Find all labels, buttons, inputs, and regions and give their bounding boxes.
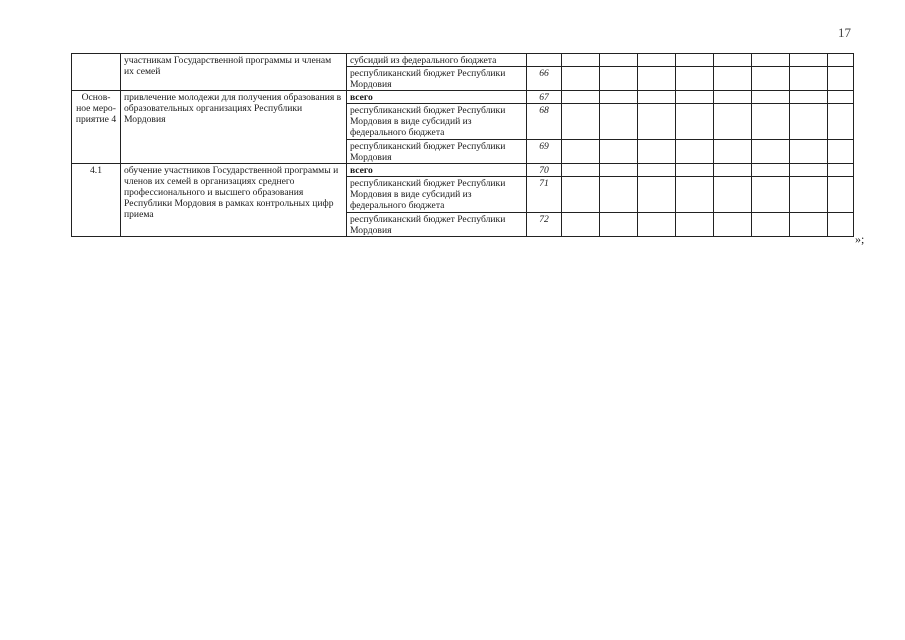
status-cell: Основ-ное меро-приятие 4 [72,91,121,164]
funding-source-cell: республиканский бюджет Республики Мордовия в виде субсидий из федерального бюджета [347,104,527,140]
row-number-cell: 68 [527,104,562,140]
value-cell [790,67,828,91]
closing-quote: »; [855,232,865,246]
value-cell [828,104,854,140]
row-number-cell: 66 [527,67,562,91]
value-cell [676,164,714,177]
value-cell [790,140,828,164]
value-cell [676,67,714,91]
value-cell [638,213,676,237]
value-cell [790,213,828,237]
value-cell [638,67,676,91]
table-row [72,91,854,104]
status-cell: 4.1 [72,164,121,237]
budget-table [71,53,854,237]
value-cell [600,177,638,213]
value-cell [714,140,752,164]
value-cell [562,140,600,164]
value-cell [638,164,676,177]
value-cell [714,91,752,104]
value-cell [676,54,714,67]
funding-source-total: всего [350,92,373,103]
row-number-cell: 72 [527,213,562,237]
value-cell [828,67,854,91]
value-cell [714,104,752,140]
value-cell [638,140,676,164]
value-cell [676,104,714,140]
value-cell [790,91,828,104]
value-cell [790,177,828,213]
value-cell [638,177,676,213]
funding-source-cell: республиканский бюджет Республики Мордовия [347,67,527,91]
value-cell [828,213,854,237]
value-cell [676,91,714,104]
value-cell [562,67,600,91]
value-cell [828,164,854,177]
value-cell [828,91,854,104]
value-cell [600,140,638,164]
row-number-cell [527,54,562,67]
funding-source-cell: республиканский бюджет Республики Мордовия в виде субсидий из федерального бюджета [347,177,527,213]
value-cell [600,54,638,67]
value-cell [676,177,714,213]
value-cell [562,91,600,104]
value-cell [714,177,752,213]
value-cell [714,213,752,237]
value-cell [562,54,600,67]
value-cell [562,164,600,177]
funding-source-total: всего [350,165,373,176]
row-number-cell: 70 [527,164,562,177]
value-cell [714,54,752,67]
value-cell [676,213,714,237]
value-cell [638,104,676,140]
value-cell [600,91,638,104]
value-cell [600,104,638,140]
measure-name-cell: привлечение молодежи для получения образования в образовательных организациях Республики Мордовия [121,91,347,164]
value-cell [600,164,638,177]
row-number-cell: 71 [527,177,562,213]
value-cell [752,140,790,164]
funding-source-cell [347,164,527,177]
funding-source-cell [347,91,527,104]
row-number-cell: 67 [527,91,562,104]
value-cell [752,164,790,177]
value-cell [676,140,714,164]
value-cell [790,164,828,177]
page-number: 17 [838,25,851,40]
value-cell [790,54,828,67]
value-cell [714,164,752,177]
funding-source-cell: республиканский бюджет Республики Мордовия [347,140,527,164]
value-cell [562,213,600,237]
table-row [72,54,854,67]
row-number-cell: 69 [527,140,562,164]
value-cell [752,104,790,140]
value-cell [752,91,790,104]
value-cell [828,140,854,164]
value-cell [638,54,676,67]
value-cell [600,213,638,237]
measure-name-cell: обучение участников Государственной программы и членов их семей в организациях среднего профессионального и высшего образования Республики Мордовия в рамках контрольных цифр приема [121,164,347,237]
value-cell [828,54,854,67]
value-cell [600,67,638,91]
value-cell [752,213,790,237]
funding-source-cell: субсидий из федерального бюджета [347,54,527,67]
value-cell [752,177,790,213]
value-cell [752,67,790,91]
status-cell [72,54,121,91]
value-cell [638,91,676,104]
value-cell [790,104,828,140]
funding-source-cell: республиканский бюджет Республики Мордовия [347,213,527,237]
value-cell [828,177,854,213]
table-row [72,164,854,177]
value-cell [714,67,752,91]
measure-name-cell: участникам Государственной программы и членам их семей [121,54,347,91]
value-cell [562,177,600,213]
value-cell [562,104,600,140]
value-cell [752,54,790,67]
